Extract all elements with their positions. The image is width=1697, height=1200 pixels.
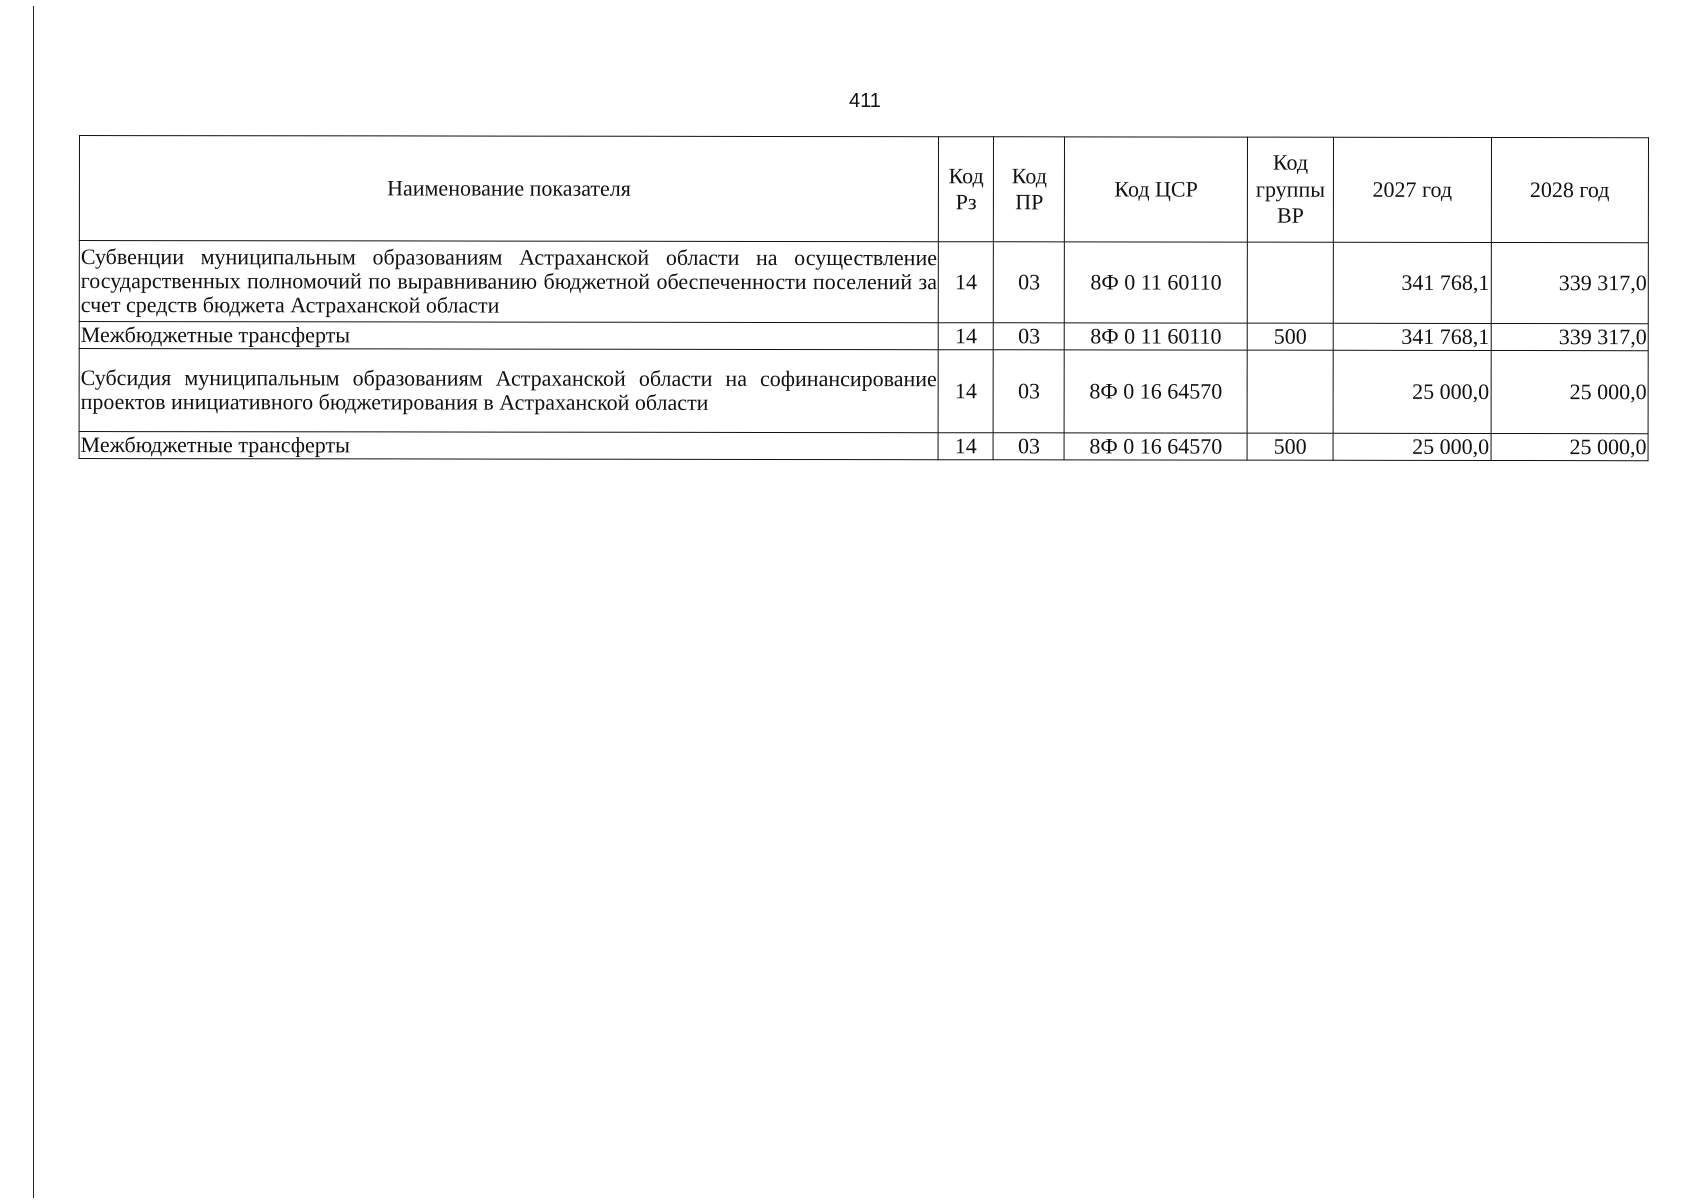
- table-row: [79, 432, 1648, 461]
- table-row: [79, 322, 1648, 351]
- header-2028: 2028 год: [1491, 137, 1649, 242]
- row-csr: 8Ф 0 11 60110: [1065, 242, 1248, 323]
- table-row: [79, 349, 1648, 434]
- header-name: Наименование показателя: [79, 136, 938, 242]
- row-vr: [1247, 242, 1333, 323]
- header-csr: Код ЦСР: [1065, 137, 1248, 242]
- row-csr: 8Ф 0 11 60110: [1065, 323, 1247, 350]
- row-2027: 341 768,1: [1333, 323, 1490, 350]
- row-vr: 500: [1247, 323, 1333, 350]
- header-2027: 2027 год: [1334, 137, 1492, 242]
- row-2027: 341 768,1: [1333, 242, 1491, 323]
- row-2027: 25 000,0: [1333, 433, 1490, 460]
- row-csr: 8Ф 0 16 64570: [1065, 433, 1247, 460]
- budget-table: [79, 135, 1649, 461]
- row-2028: 339 317,0: [1491, 323, 1648, 350]
- row-2028: 25 000,0: [1491, 350, 1649, 433]
- row-2027: 25 000,0: [1333, 350, 1491, 433]
- row-pr: 03: [994, 242, 1065, 323]
- row-name: Межбюджетные трансферты: [79, 432, 938, 460]
- header-rz: Код Рз: [939, 137, 994, 242]
- row-vr: [1247, 350, 1333, 433]
- row-rz: 14: [938, 433, 993, 460]
- row-name: Межбюджетные трансферты: [79, 322, 938, 350]
- header-pr: Код ПР: [994, 137, 1065, 242]
- row-pr: 03: [993, 350, 1064, 433]
- header-vr: Код группы ВР: [1247, 137, 1333, 242]
- row-rz: 14: [938, 350, 993, 433]
- row-name: Субсидия муниципальным образованиям Астраханской области на софинансирование проектов инициативного бюджетирования в Астраханской области: [79, 349, 938, 433]
- table-row: [79, 241, 1648, 324]
- row-2028: 339 317,0: [1491, 242, 1649, 323]
- page-number: 411: [849, 90, 881, 112]
- row-rz: 14: [938, 323, 993, 350]
- page-binding-line: [33, 6, 34, 1198]
- row-name: Субвенции муниципальным образованиям Астраханской области на осуществление государственных полномочий по выравниванию бюджетной обеспеченности поселений за счет средств бюджета Астраханской области: [79, 241, 938, 323]
- row-pr: 03: [994, 323, 1065, 350]
- table-header-row: [79, 136, 1648, 243]
- row-vr: 500: [1247, 433, 1333, 460]
- row-rz: 14: [938, 242, 993, 323]
- row-pr: 03: [993, 433, 1064, 460]
- row-2028: 25 000,0: [1491, 433, 1648, 460]
- row-csr: 8Ф 0 16 64570: [1065, 350, 1248, 433]
